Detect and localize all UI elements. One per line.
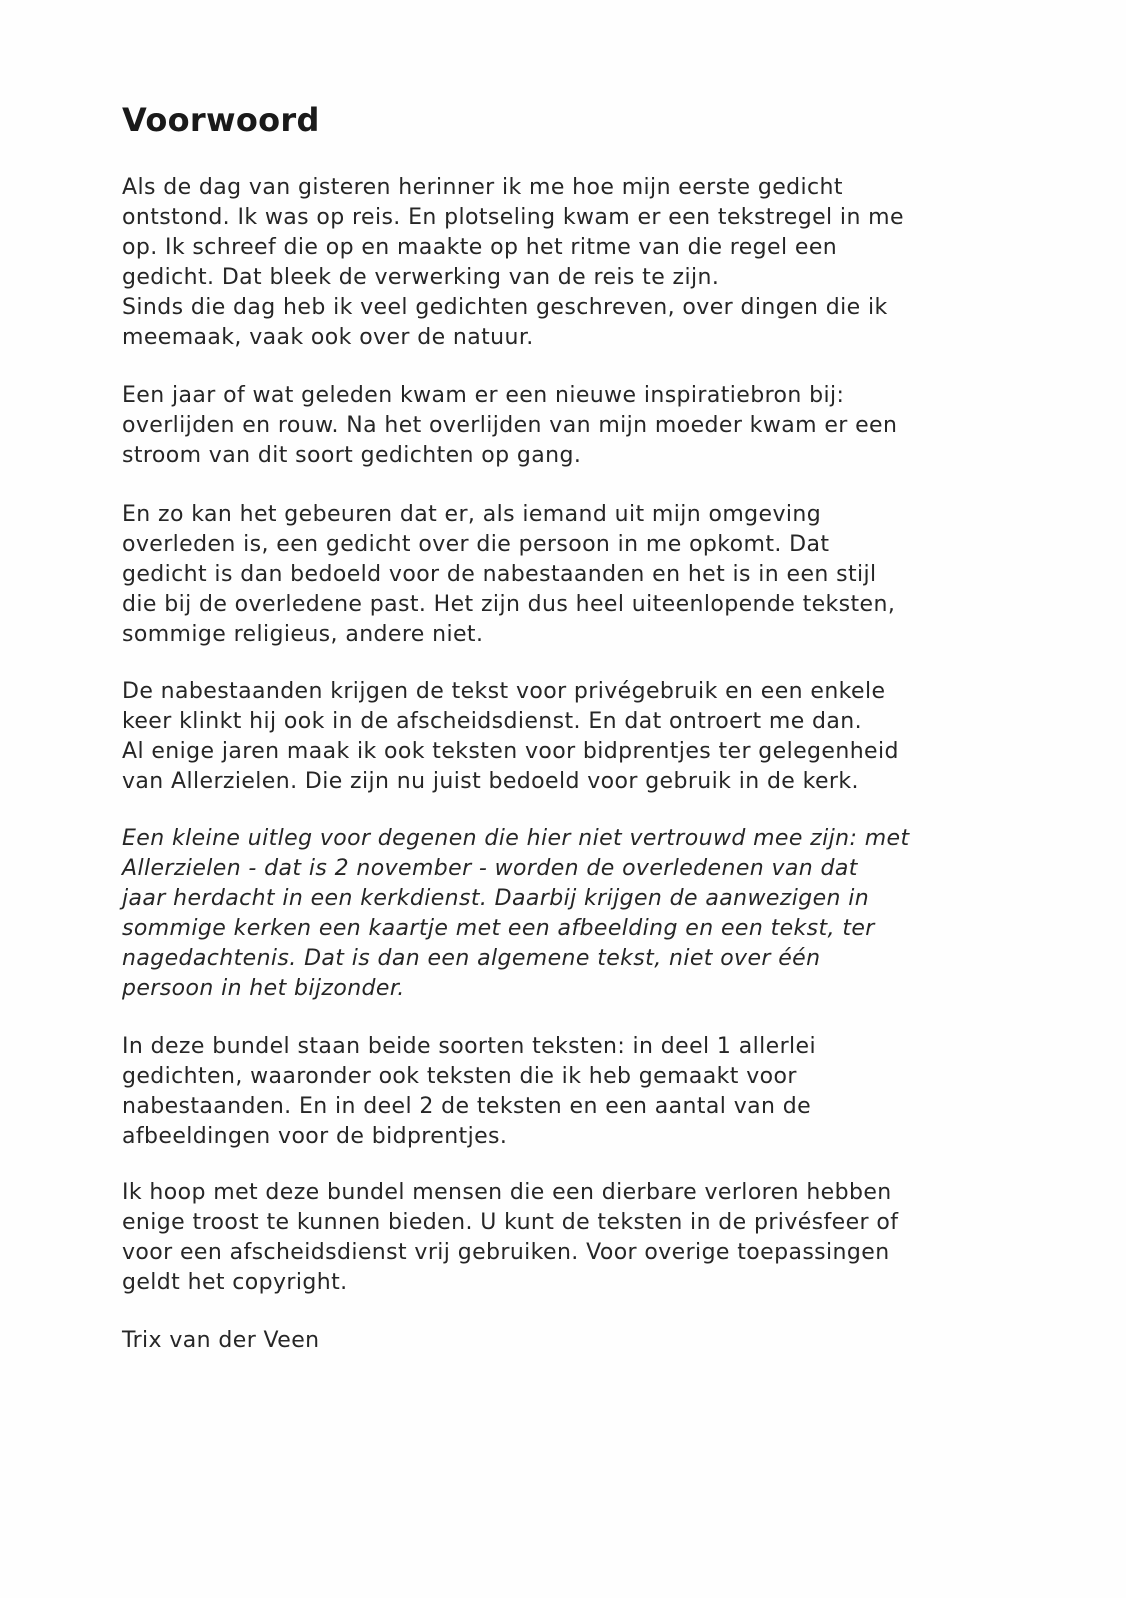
text-line: meemaak, vaak ook over de natuur. xyxy=(122,325,534,350)
text-line: Een jaar of wat geleden kwam er een nieuwe inspiratiebron bij: xyxy=(122,383,845,408)
text-line: De nabestaanden krijgen de tekst voor privégebruik en een enkele xyxy=(122,679,886,704)
text-line: Sinds die dag heb ik veel gedichten geschreven, over dingen die ik xyxy=(122,295,888,320)
text-line: Als de dag van gisteren herinner ik me hoe mijn eerste gedicht xyxy=(122,175,843,200)
text-line: jaar herdacht in een kerkdienst. Daarbij krijgen de aanwezigen in xyxy=(122,886,870,911)
text-line: overleden is, een gedicht over die persoon in me opkomt. Dat xyxy=(122,532,830,557)
text-line: nagedachtenis. Dat is dan een algemene tekst, niet over één xyxy=(122,946,821,971)
text-line: gedicht. Dat bleek de verwerking van de reis te zijn. xyxy=(122,265,720,290)
text-line: nabestaanden. En in deel 2 de teksten en een aantal van de xyxy=(122,1094,812,1119)
text-line: enige troost te kunnen bieden. U kunt de teksten in de privésfeer of xyxy=(122,1210,899,1235)
text-line: van Allerzielen. Die zijn nu juist bedoeld voor gebruik in de kerk. xyxy=(122,769,859,794)
text-line: op. Ik schreef die op en maakte op het ritme van die regel een xyxy=(122,235,838,260)
text-line: geldt het copyright. xyxy=(122,1270,348,1295)
text-line: keer klinkt hij ook in de afscheidsdienst. En dat ontroert me dan. xyxy=(122,709,863,734)
paragraph-hope-copyright xyxy=(122,1178,1002,1298)
text-line: gedicht is dan bedoeld voor de nabestaanden en het is in een stijl xyxy=(122,562,877,587)
text-line: ontstond. Ik was op reis. En plotseling kwam er een tekstregel in me xyxy=(122,205,904,230)
text-line: Ik hoop met deze bundel mensen die een dierbare verloren hebben xyxy=(122,1180,892,1205)
paragraph-bundle-contents xyxy=(122,1032,1002,1152)
text-line: persoon in het bijzonder. xyxy=(122,976,405,1001)
text-line: Allerzielen - dat is 2 november - worden de overledenen van dat xyxy=(122,856,858,881)
text-line: En zo kan het gebeuren dat er, als iemand uit mijn omgeving xyxy=(122,502,822,527)
paragraph-allerzielen-explanation xyxy=(122,824,1002,1004)
text-line: sommige religieus, andere niet. xyxy=(122,622,484,647)
text-line: gedichten, waaronder ook teksten die ik heb gemaakt voor xyxy=(122,1064,797,1089)
author-signature xyxy=(122,1326,1002,1356)
paragraph-first-poem xyxy=(122,173,1002,353)
text-line: afbeeldingen voor de bidprentjes. xyxy=(122,1124,508,1149)
text-line: sommige kerken een kaartje met een afbeelding en een tekst, ter xyxy=(122,916,875,941)
text-line: stroom van dit soort gedichten op gang. xyxy=(122,443,582,468)
text-line: overlijden en rouw. Na het overlijden van mijn moeder kwam er een xyxy=(122,413,898,438)
text-line: Al enige jaren maak ik ook teksten voor bidprentjes ter gelegenheid xyxy=(122,739,899,764)
signature-name: Trix van der Veen xyxy=(122,1328,320,1353)
paragraph-memorial-poems xyxy=(122,500,1002,650)
paragraph-private-use xyxy=(122,677,1002,797)
paragraph-new-inspiration xyxy=(122,381,1002,471)
text-line: voor een afscheidsdienst vrij gebruiken. Voor overige toepassingen xyxy=(122,1240,890,1265)
text-line: die bij de overledene past. Het zijn dus heel uiteenlopende teksten, xyxy=(122,592,896,617)
text-line: In deze bundel staan beide soorten teksten: in deel 1 allerlei xyxy=(122,1034,816,1059)
text-line: Een kleine uitleg voor degenen die hier niet vertrouwd mee zijn: met xyxy=(122,826,910,851)
page-title: Voorwoord xyxy=(122,101,320,139)
